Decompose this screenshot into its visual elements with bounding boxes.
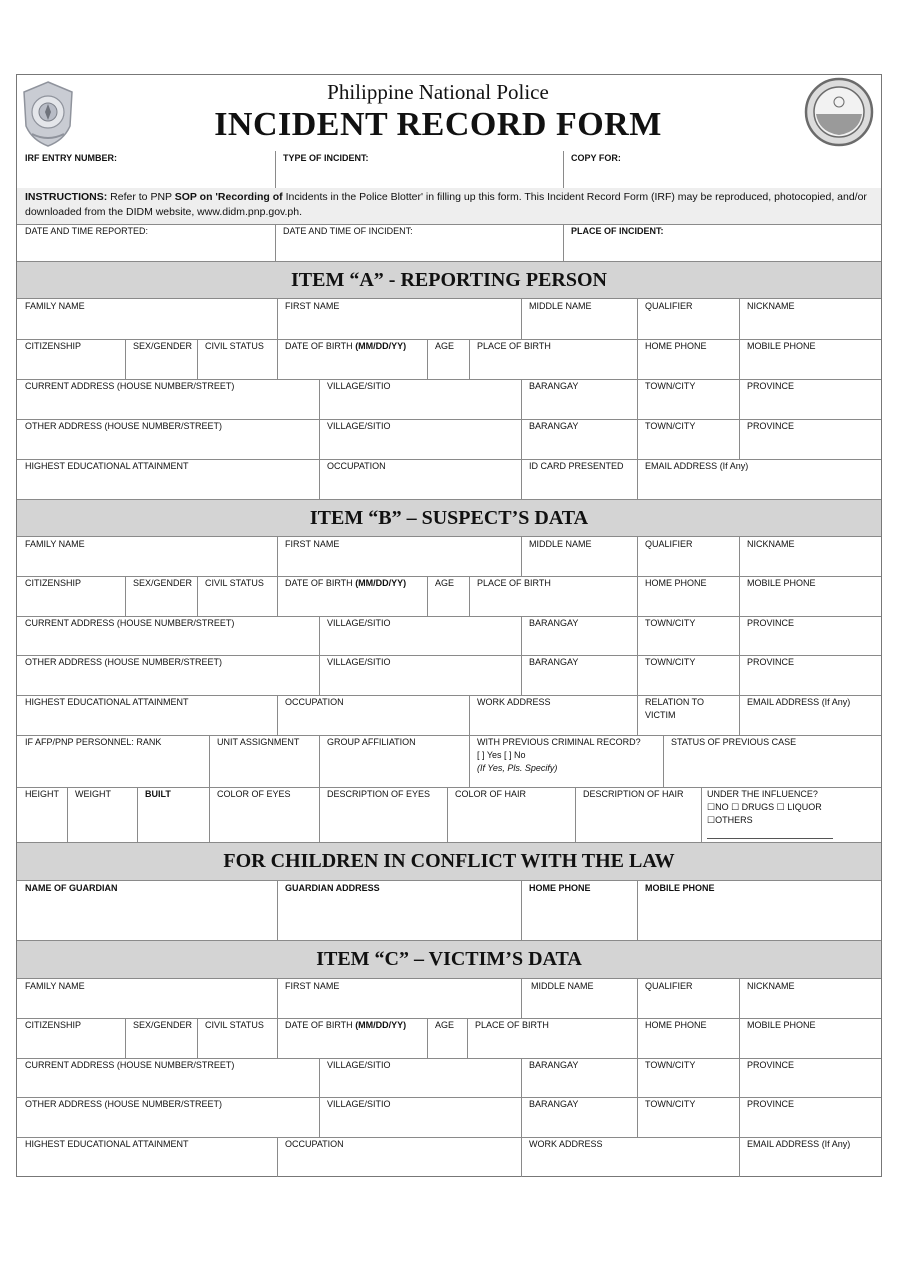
b-email[interactable]: EMAIL ADDRESS (If Any) (747, 697, 851, 707)
a-home-phone[interactable]: HOME PHONE (645, 341, 707, 351)
b-first-name[interactable]: FIRST NAME (285, 539, 340, 549)
b-current-village[interactable]: VILLAGE/SITIO (327, 618, 391, 628)
a-current-village[interactable]: VILLAGE/SITIO (327, 381, 391, 391)
b-height[interactable]: HEIGHT (25, 789, 60, 799)
b-citizenship[interactable]: CITIZENSHIP (25, 578, 82, 588)
b-middle-name[interactable]: MIDDLE NAME (529, 539, 592, 549)
c-home-phone[interactable]: HOME PHONE (645, 1020, 707, 1030)
b-sex-gender[interactable]: SEX/GENDER (133, 578, 193, 588)
b-weight[interactable]: WEIGHT (75, 789, 111, 799)
c-dob-label: DATE OF BIRTH (285, 1020, 353, 1030)
section-cicl-header (17, 842, 881, 881)
section-b-header (17, 499, 881, 537)
instructions-sop: SOP on 'Recording of (174, 191, 283, 203)
b-place-of-birth[interactable]: PLACE OF BIRTH (477, 578, 551, 588)
a-date-of-birth[interactable] (285, 340, 406, 353)
a-sex-gender[interactable]: SEX/GENDER (133, 341, 193, 351)
a-first-name[interactable]: FIRST NAME (285, 301, 340, 311)
b-work-address[interactable]: WORK ADDRESS (477, 697, 551, 707)
b-color-of-eyes[interactable]: COLOR OF EYES (217, 789, 291, 799)
c-current-town[interactable]: TOWN/CITY (645, 1060, 696, 1070)
b-current-province[interactable]: PROVINCE (747, 618, 795, 628)
b-home-phone[interactable]: HOME PHONE (645, 578, 707, 588)
section-c-header (17, 940, 881, 979)
b-under-influence[interactable] (707, 788, 822, 827)
guardian-home-phone[interactable]: HOME PHONE (529, 883, 591, 893)
c-other-barangay[interactable]: BARANGAY (529, 1099, 579, 1109)
b-occupation[interactable]: OCCUPATION (285, 697, 344, 707)
c-current-barangay[interactable]: BARANGAY (529, 1060, 579, 1070)
c-other-address[interactable]: OTHER ADDRESS (HOUSE NUMBER/STREET) (25, 1099, 223, 1109)
c-mobile-phone[interactable]: MOBILE PHONE (747, 1020, 816, 1030)
a-occupation[interactable]: OCCUPATION (327, 461, 386, 471)
c-other-province[interactable]: PROVINCE (747, 1099, 795, 1109)
b-education[interactable]: HIGHEST EDUCATIONAL ATTAINMENT (25, 697, 189, 707)
b-built[interactable]: BUILT (145, 789, 171, 799)
section-a-header (17, 261, 881, 299)
instructions-text-2: Incidents in the Police Blotter' in filling up this form. This Incident Record Form (IRF) may be reproduced, photocopied, and/or downloaded from the DIDM website, www.didm.pnp.gov.ph. (25, 191, 867, 218)
instructions-text-1: Refer to PNP (110, 191, 172, 203)
a-other-province[interactable]: PROVINCE (747, 421, 795, 431)
a-other-town[interactable]: TOWN/CITY (645, 421, 696, 431)
a-family-name[interactable]: FAMILY NAME (25, 301, 85, 311)
guardian-name[interactable]: NAME OF GUARDIAN (25, 883, 118, 893)
section-a-title: ITEM “A” - REPORTING PERSON (291, 269, 607, 291)
date-time-incident-field[interactable]: DATE AND TIME OF INCIDENT: (283, 226, 413, 236)
a-nickname[interactable]: NICKNAME (747, 301, 795, 311)
section-c-title: ITEM “C” – VICTIM’S DATA (316, 948, 582, 970)
c-email[interactable]: EMAIL ADDRESS (If Any) (747, 1139, 851, 1149)
b-influence-checkboxes[interactable]: ☐NO ☐ DRUGS ☐ LIQUOR (707, 802, 822, 812)
b-family-name[interactable]: FAMILY NAME (25, 539, 85, 549)
b-current-town[interactable]: TOWN/CITY (645, 618, 696, 628)
a-mobile-phone[interactable]: MOBILE PHONE (747, 341, 816, 351)
others-specify-line[interactable] (707, 838, 833, 839)
b-other-province[interactable]: PROVINCE (747, 657, 795, 667)
c-citizenship[interactable]: CITIZENSHIP (25, 1020, 82, 1030)
c-qualifier[interactable]: QUALIFIER (645, 981, 693, 991)
a-current-barangay[interactable]: BARANGAY (529, 381, 579, 391)
a-citizenship[interactable]: CITIZENSHIP (25, 341, 82, 351)
form-title: INCIDENT RECORD FORM (214, 106, 662, 143)
incident-record-form (16, 74, 882, 1177)
b-unit-assignment[interactable]: UNIT ASSIGNMENT (217, 737, 300, 747)
a-current-town[interactable]: TOWN/CITY (645, 381, 696, 391)
b-dob-label: DATE OF BIRTH (285, 578, 353, 588)
b-prev-record-yes-no[interactable]: [ ] Yes [ ] No (477, 750, 526, 760)
a-education[interactable]: HIGHEST EDUCATIONAL ATTAINMENT (25, 461, 189, 471)
section-b-title: ITEM “B” – SUSPECT’S DATA (309, 507, 589, 529)
b-other-barangay[interactable]: BARANGAY (529, 657, 579, 667)
b-status-previous-case[interactable]: STATUS OF PREVIOUS CASE (671, 737, 797, 747)
a-email[interactable]: EMAIL ADDRESS (If Any) (645, 461, 749, 471)
a-other-address[interactable]: OTHER ADDRESS (HOUSE NUMBER/STREET) (25, 421, 223, 431)
a-middle-name[interactable]: MIDDLE NAME (529, 301, 592, 311)
a-current-address[interactable]: CURRENT ADDRESS (HOUSE NUMBER/STREET) (25, 381, 235, 391)
a-dob-format: (MM/DD/YY) (355, 341, 407, 351)
a-other-barangay[interactable]: BARANGAY (529, 421, 579, 431)
b-relation-to-victim[interactable] (645, 696, 704, 722)
c-civil-status[interactable]: CIVIL STATUS (205, 1020, 264, 1030)
instructions (25, 190, 875, 220)
b-description-of-hair[interactable]: DESCRIPTION OF HAIR (583, 789, 684, 799)
b-qualifier[interactable]: QUALIFIER (645, 539, 693, 549)
c-current-province[interactable]: PROVINCE (747, 1060, 795, 1070)
section-cicl-title: FOR CHILDREN IN CONFLICT WITH THE LAW (223, 850, 675, 872)
b-description-of-eyes[interactable]: DESCRIPTION OF EYES (327, 789, 431, 799)
a-qualifier[interactable]: QUALIFIER (645, 301, 693, 311)
b-nickname[interactable]: NICKNAME (747, 539, 795, 549)
c-first-name[interactable]: FIRST NAME (285, 981, 340, 991)
c-other-town[interactable]: TOWN/CITY (645, 1099, 696, 1109)
b-other-village[interactable]: VILLAGE/SITIO (327, 657, 391, 667)
a-age[interactable]: AGE (435, 341, 455, 351)
a-current-province[interactable]: PROVINCE (747, 381, 795, 391)
irf-entry-number-field[interactable]: IRF ENTRY NUMBER: (25, 153, 117, 163)
c-occupation[interactable]: OCCUPATION (285, 1139, 344, 1149)
a-id-card[interactable]: ID CARD PRESENTED (529, 461, 624, 471)
a-other-village[interactable]: VILLAGE/SITIO (327, 421, 391, 431)
c-current-village[interactable]: VILLAGE/SITIO (327, 1060, 391, 1070)
c-sex-gender[interactable]: SEX/GENDER (133, 1020, 193, 1030)
b-prev-record-label: WITH PREVIOUS CRIMINAL RECORD? (477, 737, 641, 747)
b-previous-record[interactable] (477, 736, 641, 775)
c-work-address[interactable]: WORK ADDRESS (529, 1139, 603, 1149)
a-place-of-birth[interactable]: PLACE OF BIRTH (477, 341, 551, 351)
b-relation-line1: RELATION TO (645, 697, 705, 707)
date-time-reported-field[interactable]: DATE AND TIME REPORTED: (25, 226, 149, 236)
guardian-mobile-phone[interactable]: MOBILE PHONE (645, 883, 715, 893)
b-dob-format: (MM/DD/YY) (355, 578, 407, 588)
agency-name: Philippine National Police (327, 80, 549, 104)
b-current-barangay[interactable]: BARANGAY (529, 618, 579, 628)
b-color-of-hair[interactable]: COLOR OF HAIR (455, 789, 527, 799)
place-of-incident-field[interactable]: PLACE OF INCIDENT: (571, 226, 664, 236)
guardian-address[interactable]: GUARDIAN ADDRESS (285, 883, 380, 893)
b-age[interactable]: AGE (435, 578, 455, 588)
c-current-address[interactable]: CURRENT ADDRESS (HOUSE NUMBER/STREET) (25, 1060, 235, 1070)
b-relation-line2: VICTIM (645, 710, 676, 720)
b-current-address[interactable]: CURRENT ADDRESS (HOUSE NUMBER/STREET) (25, 618, 235, 628)
b-other-address[interactable]: OTHER ADDRESS (HOUSE NUMBER/STREET) (25, 657, 223, 667)
copy-for-field[interactable]: COPY FOR: (571, 153, 621, 163)
c-place-of-birth[interactable]: PLACE OF BIRTH (475, 1020, 549, 1030)
c-family-name[interactable]: FAMILY NAME (25, 981, 85, 991)
b-influence-others[interactable]: ☐OTHERS (707, 815, 753, 825)
type-of-incident-field[interactable]: TYPE OF INCIDENT: (283, 153, 369, 163)
c-age[interactable]: AGE (435, 1020, 455, 1030)
b-date-of-birth[interactable] (285, 577, 406, 590)
c-dob-format: (MM/DD/YY) (355, 1020, 407, 1030)
c-other-village[interactable]: VILLAGE/SITIO (327, 1099, 391, 1109)
instructions-label: INSTRUCTIONS: (25, 191, 108, 203)
b-group-affiliation[interactable]: GROUP AFFILIATION (327, 737, 416, 747)
b-afp-rank[interactable]: IF AFP/PNP PERSONNEL: RANK (25, 737, 162, 747)
b-influence-label: UNDER THE INFLUENCE? (707, 789, 818, 799)
a-dob-label: DATE OF BIRTH (285, 341, 353, 351)
c-date-of-birth[interactable] (285, 1019, 406, 1032)
b-civil-status[interactable]: CIVIL STATUS (205, 578, 264, 588)
c-middle-name[interactable]: MIDDLE NAME (531, 981, 594, 991)
c-education[interactable]: HIGHEST EDUCATIONAL ATTAINMENT (25, 1139, 189, 1149)
a-civil-status[interactable]: CIVIL STATUS (205, 341, 264, 351)
b-prev-record-specify: (If Yes, Pls. Specify) (477, 763, 558, 773)
b-mobile-phone[interactable]: MOBILE PHONE (747, 578, 816, 588)
c-nickname[interactable]: NICKNAME (747, 981, 795, 991)
b-other-town[interactable]: TOWN/CITY (645, 657, 696, 667)
